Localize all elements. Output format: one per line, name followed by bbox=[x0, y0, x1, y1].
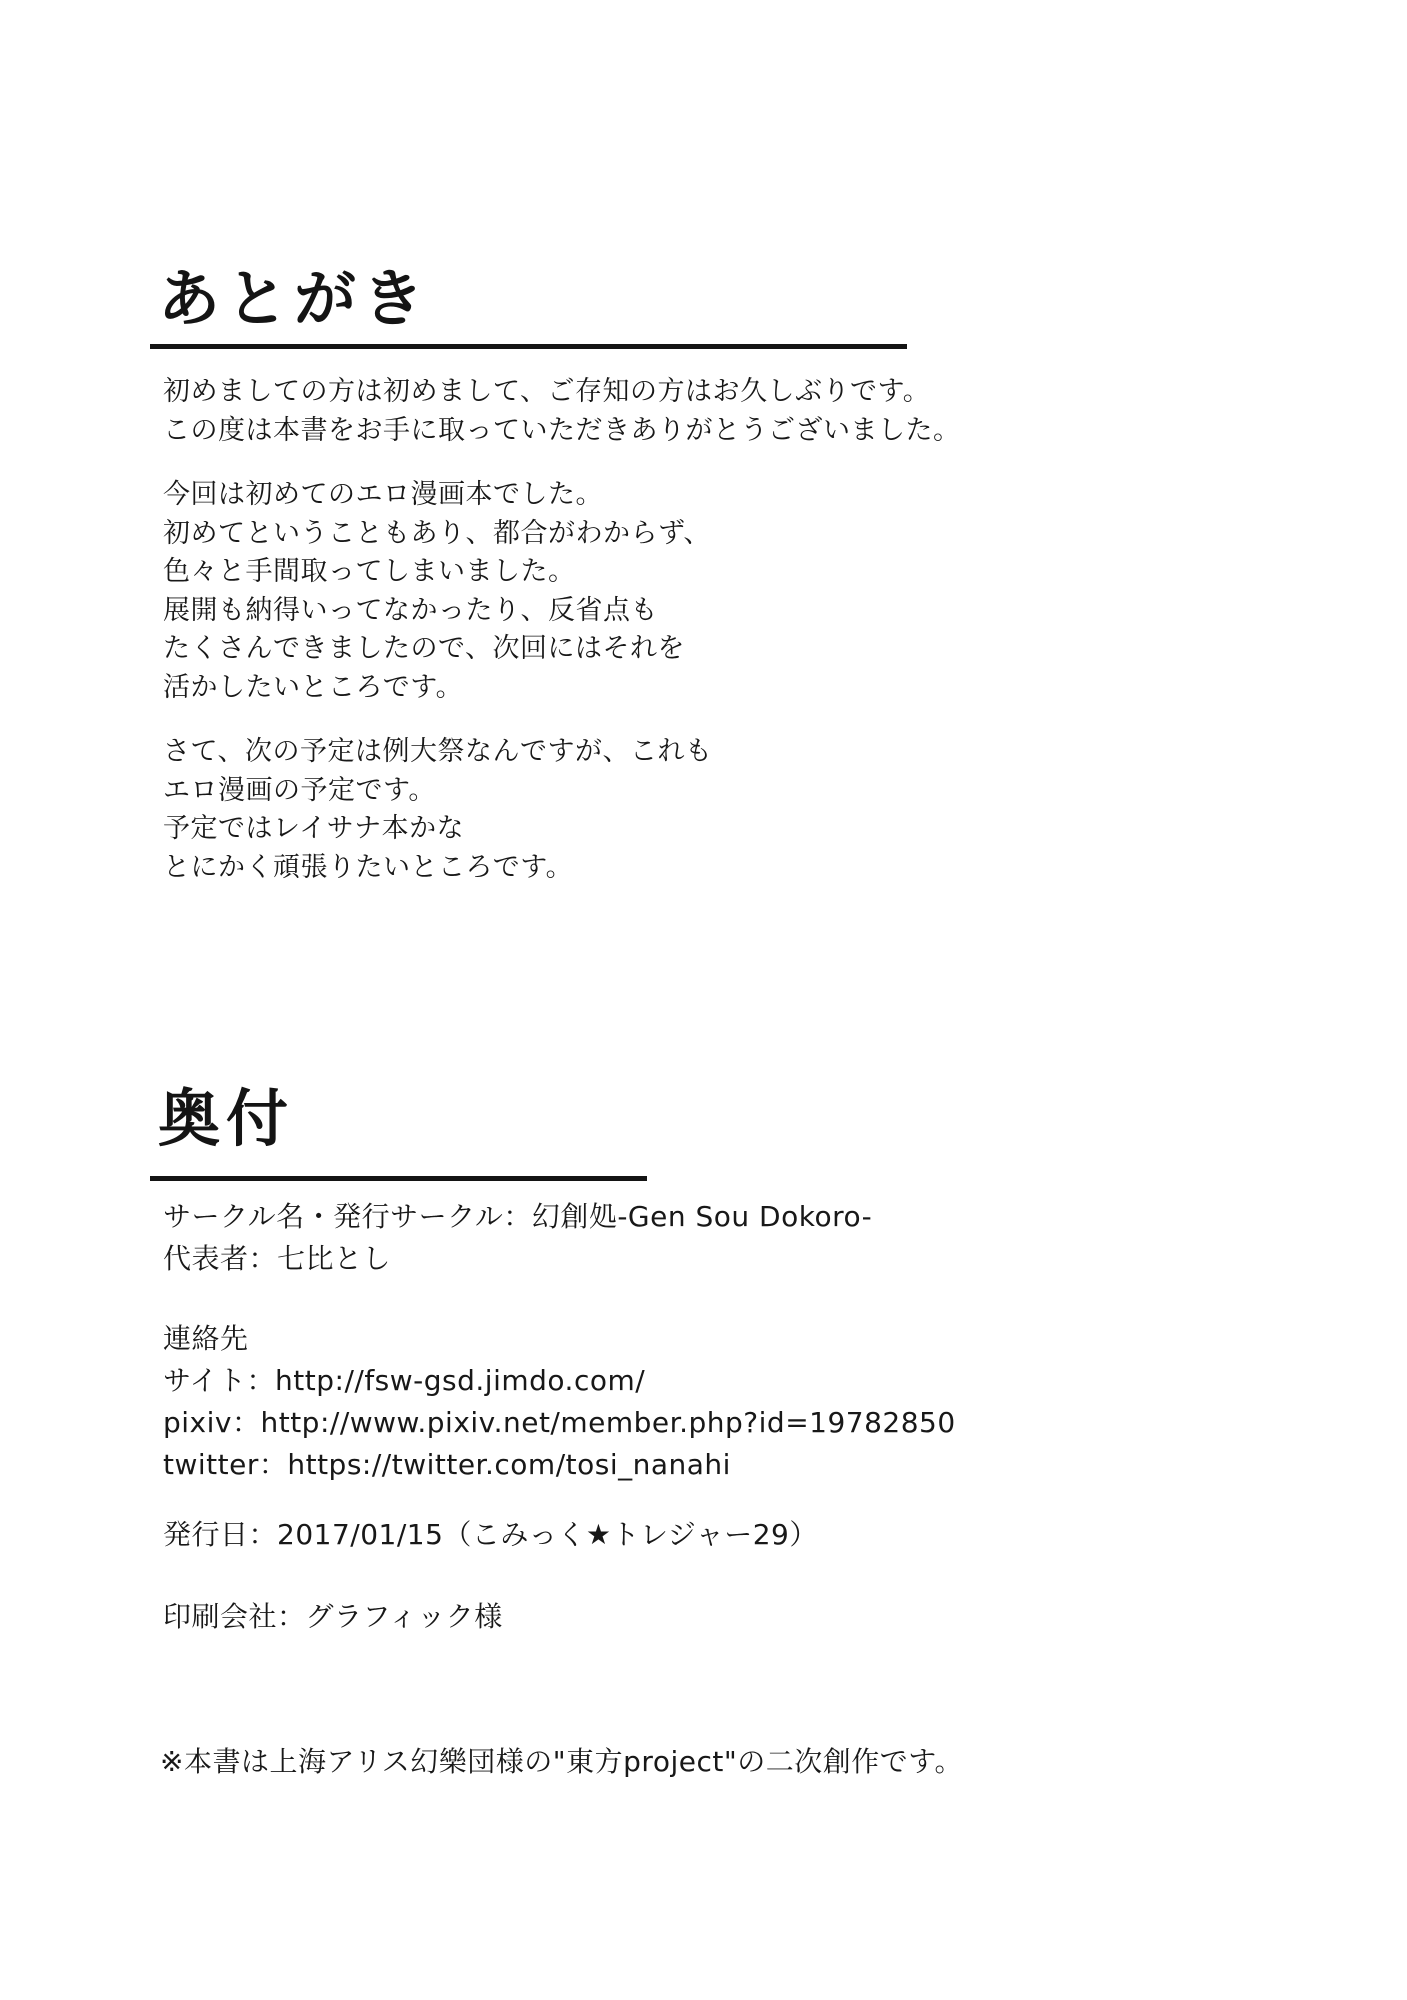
representative-line: 代表者：七比とし bbox=[163, 1242, 392, 1275]
derivative-work-note: ※本書は上海アリス幻樂団様の"東方project"の二次創作です。 bbox=[160, 1745, 963, 1778]
colophon-title-underline bbox=[150, 1176, 647, 1181]
publication-date-line: 発行日：2017/01/15（こみっく★トレジャー29） bbox=[163, 1518, 818, 1551]
afterword-title: あとがき bbox=[158, 262, 431, 335]
colophon-printer-block bbox=[163, 1596, 503, 1638]
afterword-line: 活かしたいところです。 bbox=[163, 671, 464, 703]
afterword-line: エロ漫画の予定です。 bbox=[163, 774, 436, 806]
afterword-paragraph-1 bbox=[163, 373, 961, 450]
afterword-paragraph-2 bbox=[163, 476, 961, 707]
afterword-title-underline bbox=[150, 344, 907, 349]
pixiv-url-line: pixiv：http://www.pixiv.net/member.php?id=19782850 bbox=[163, 1406, 956, 1439]
afterword-paragraph-3 bbox=[163, 733, 961, 887]
afterword-line: 予定ではレイサナ本かな bbox=[163, 813, 465, 844]
afterword-line: 色々と手間取ってしまいました。 bbox=[163, 556, 576, 587]
colophon-title: 奥付 bbox=[158, 1082, 295, 1155]
afterword-line: 初めてということもあり、都合がわからず、 bbox=[163, 517, 711, 549]
contact-heading: 連絡先 bbox=[163, 1322, 249, 1355]
afterword-line: 今回は初めてのエロ漫画本でした。 bbox=[163, 479, 603, 510]
colophon-contact-block bbox=[163, 1318, 956, 1486]
afterword-line: さて、次の予定は例大祭なんですが、これも bbox=[163, 736, 713, 767]
printer-line: 印刷会社：グラフィック様 bbox=[163, 1600, 503, 1633]
twitter-url-line: twitter：https://twitter.com/tosi_nanahi bbox=[163, 1448, 731, 1481]
afterword-line: たくさんできましたので、次回にはそれを bbox=[163, 633, 685, 664]
colophon-circle-block bbox=[163, 1196, 872, 1280]
afterword-line: この度は本書をお手に取っていただきありがとうございました。 bbox=[163, 414, 961, 446]
afterword-line: とにかく頑張りたいところです。 bbox=[163, 851, 574, 883]
afterword-line: 展開も納得いってなかったり、反省点も bbox=[163, 594, 658, 626]
site-url-line: サイト：http://fsw-gsd.jimdo.com/ bbox=[163, 1364, 646, 1397]
afterword-line: 初めましての方は初めまして、ご存知の方はお久しぶりです。 bbox=[163, 376, 931, 407]
afterword-body bbox=[163, 373, 961, 913]
circle-name-line: サークル名・発行サークル：幻創処-Gen Sou Dokoro- bbox=[163, 1200, 873, 1233]
colophon-publish-block bbox=[163, 1514, 818, 1556]
